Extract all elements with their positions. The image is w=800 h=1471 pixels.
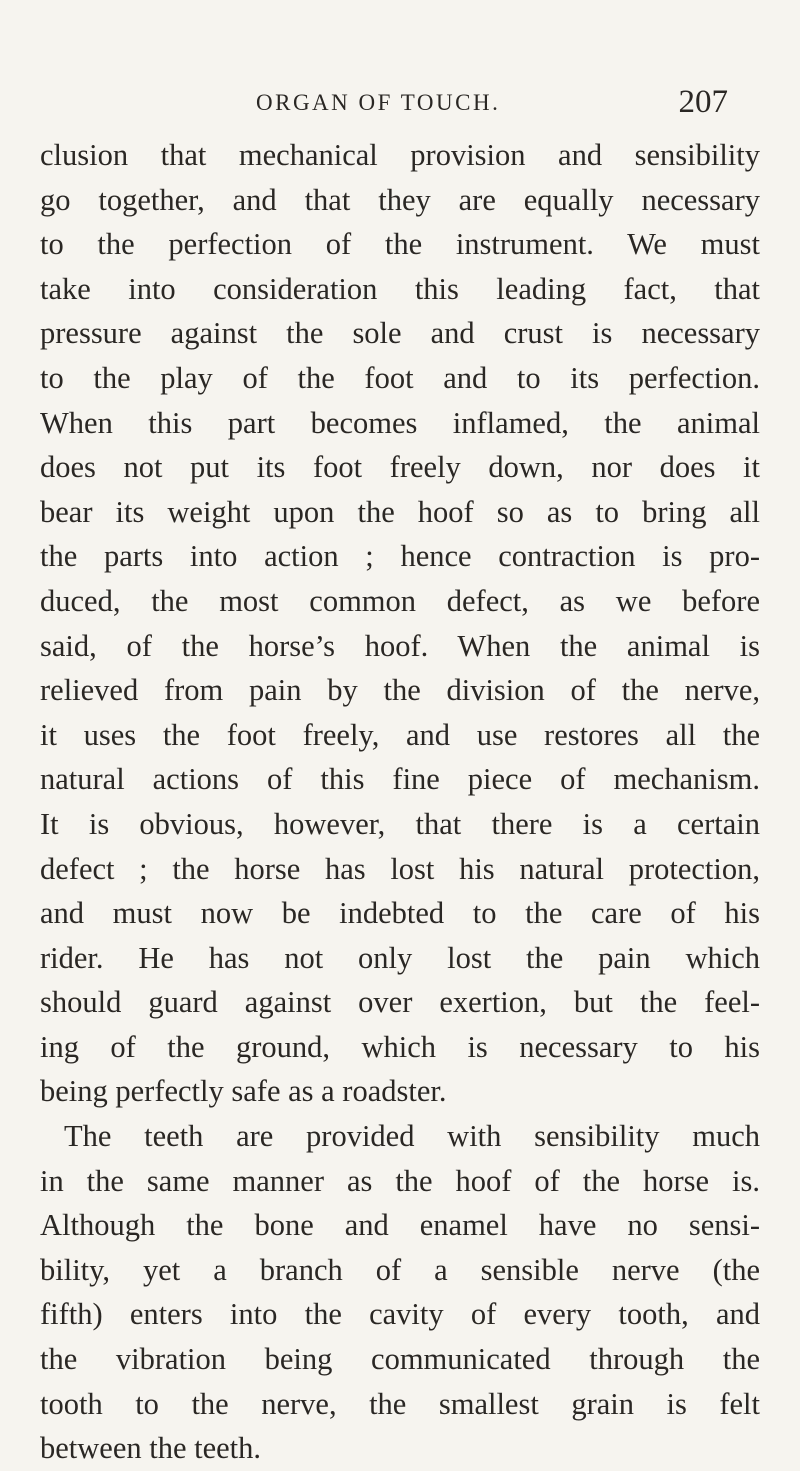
running-title: ORGAN OF TOUCH. [256, 90, 501, 115]
text-line: relieved from pain by the division of the nerve, [40, 673, 760, 708]
text-line: in the same manner as the hoof of the horse is. [40, 1163, 760, 1198]
text-line: fifth) enters into the cavity of every tooth, and [40, 1297, 760, 1332]
text-line: The teeth are provided with sensibility much [64, 1119, 760, 1154]
text-line: When this part becomes inflamed, the animal [40, 405, 760, 440]
body-text [40, 133, 760, 1471]
text-line: clusion that mechanical provision and sensibility [40, 138, 760, 172]
paragraph [40, 133, 760, 1114]
text-line: to the play of the foot and to its perfection. [40, 360, 760, 395]
text-line: go together, and that they are equally necessary [40, 182, 760, 217]
text-line: ing of the ground, which is necessary to his [40, 1029, 760, 1064]
text-line: pressure against the sole and crust is necessary [40, 316, 760, 351]
text-line: It is obvious, however, that there is a certain [40, 806, 760, 841]
text-line: bear its weight upon the hoof so as to bring all [40, 494, 760, 529]
text-line: does not put its foot freely down, nor does it [40, 450, 760, 485]
text-line: rider. He has not only lost the pain which [40, 940, 760, 975]
text-line: Although the bone and enamel have no sensi- [40, 1208, 760, 1243]
text-line: natural actions of this fine piece of mechanism. [40, 762, 760, 797]
text-line: between the teeth. [40, 1431, 262, 1466]
text-line: said, of the horse’s hoof. When the animal is [40, 628, 760, 663]
text-line: duced, the most common defect, as we before [40, 583, 760, 618]
text-line: take into consideration this leading fact, that [40, 271, 760, 306]
page-number: 207 [678, 84, 728, 120]
running-head [0, 84, 800, 124]
text-line: it uses the foot freely, and use restores all the [40, 717, 760, 752]
text-line: should guard against over exertion, but the feel- [40, 985, 760, 1020]
paragraph [40, 1114, 760, 1471]
text-line: the vibration being communicated through the [40, 1342, 760, 1377]
text-line: the parts into action ; hence contraction is pro- [40, 539, 760, 574]
text-line: being perfectly safe as a roadster. [40, 1074, 447, 1109]
text-line: to the perfection of the instrument. We must [40, 227, 760, 262]
text-line: tooth to the nerve, the smallest grain is felt [40, 1386, 760, 1421]
text-line: and must now be indebted to the care of his [40, 896, 760, 931]
text-line: defect ; the horse has lost his natural protection, [40, 851, 760, 886]
text-line: bility, yet a branch of a sensible nerve (the [40, 1252, 760, 1287]
